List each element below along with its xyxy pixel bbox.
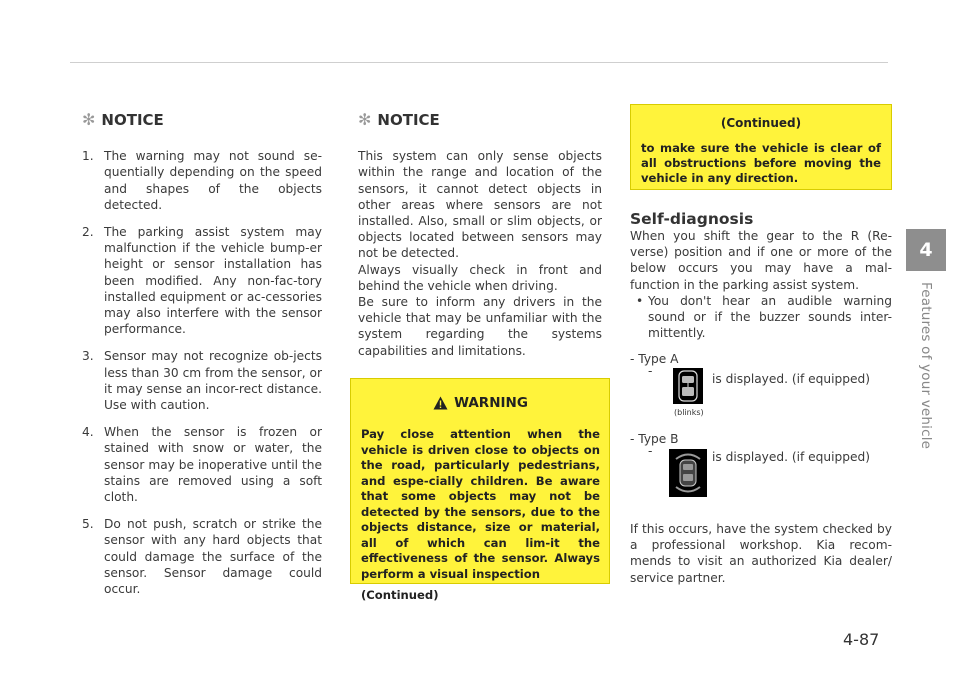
notice-list (82, 148, 322, 597)
continued-box (630, 104, 892, 190)
type-b-text: is displayed. (if equipped) (712, 450, 870, 464)
type-b-label: - Type B (630, 432, 679, 446)
warning-triangle-icon (433, 396, 448, 410)
asterisk-icon: ✻ (358, 110, 372, 129)
list-item: 3. Sensor may not recognize ob-jects less than 30 cm from the sensor, or it may sense an incor-rect distance. Use with caution. (82, 349, 322, 413)
self-diagnosis-final: If this occurs, have the system checked by a professional workshop. Kia recom-mends to visit an authorized Kia dealer/ service partner. (630, 522, 892, 585)
notice-paragraph: Always visually check in front and behind the vehicle when driving. (358, 262, 602, 293)
type-a-text: is displayed. (if equipped) (712, 372, 870, 386)
car-sensor-arcs-icon (671, 451, 705, 495)
chapter-label: Features of your vehicle (918, 282, 934, 450)
continued-title: (Continued) (720, 116, 802, 130)
list-item: 2. The parking assist system may malfunction if the vehicle bump-er height or sensor installation has been modified. Any non-fac-tory installed equipment or ac-cessories may also interfere with the sensor performance. (82, 225, 322, 337)
warning-continued: (Continued) (361, 588, 439, 602)
list-item: 1. The warning may not sound se-quentially depending on the speed and shapes of the objects detected. (82, 149, 322, 212)
page-number: 4-87 (843, 630, 880, 649)
chapter-tab: 4 (906, 229, 946, 271)
list-item: 5. Do not push, scratch or strike the sensor with any hard objects that could damage the surface of the sensor. Sensor damage could occur. (82, 517, 322, 597)
type-a-dash: - (648, 364, 653, 378)
warning-body: Pay close attention when the vehicle is driven close to objects on the road, particularly pedestrians, and espe-cially children. Be aware that some objects may not be detected by the sensors, due to the objects distance, size or material, all of which can lim-it the effectiveness of the sensor. Always perform a visual inspection (361, 427, 600, 581)
notice-paragraph: This system can only sense objects within the range and location of the sensors, it cannot detect objects in other areas where sensors are not installed. Also, small or slim objects, or objects located between sensors may not be detected. (358, 149, 602, 261)
warning-header: WARNING (361, 395, 600, 411)
top-rule (70, 62, 888, 63)
self-diagnosis-body (630, 228, 892, 341)
self-diagnosis-intro: When you shift the gear to the R (Re-verse) position and if one or more of the below occurs you may have a mal-function in the parking assist system. (630, 229, 892, 292)
section-title: Self-diagnosis (630, 210, 754, 228)
list-item: 4. When the sensor is frozen or stained with snow or water, the sensor may be inoperative until the stains are removed using a soft cloth. (82, 425, 322, 505)
parking-sensor-display-b (669, 449, 707, 497)
type-a-label: - Type A (630, 352, 679, 366)
bullet-item: • You don't hear an audible warning sound or if the buzzer sounds inter-mittently. (636, 293, 892, 341)
asterisk-icon: ✻ (82, 110, 96, 129)
notice-title-2: ✻ NOTICE (358, 110, 440, 129)
notice-column-2 (358, 112, 602, 359)
notice-title-1: ✻ NOTICE (82, 110, 164, 129)
bullet-dot: • (636, 293, 644, 308)
car-top-view-icon (676, 370, 700, 402)
blinks-caption: (blinks) (674, 408, 704, 417)
notice-paragraph: Be sure to inform any drivers in the vehicle that may be unfamiliar with the system regarding the systems capabilities and limitations. (358, 295, 602, 358)
warning-box (350, 378, 610, 602)
parking-sensor-display-a (673, 368, 703, 404)
type-b-dash: - (648, 444, 653, 458)
notice-column-1 (82, 112, 322, 608)
continued-body: to make sure the vehicle is clear of all obstructions before moving the vehicle in any direction. (641, 141, 881, 185)
